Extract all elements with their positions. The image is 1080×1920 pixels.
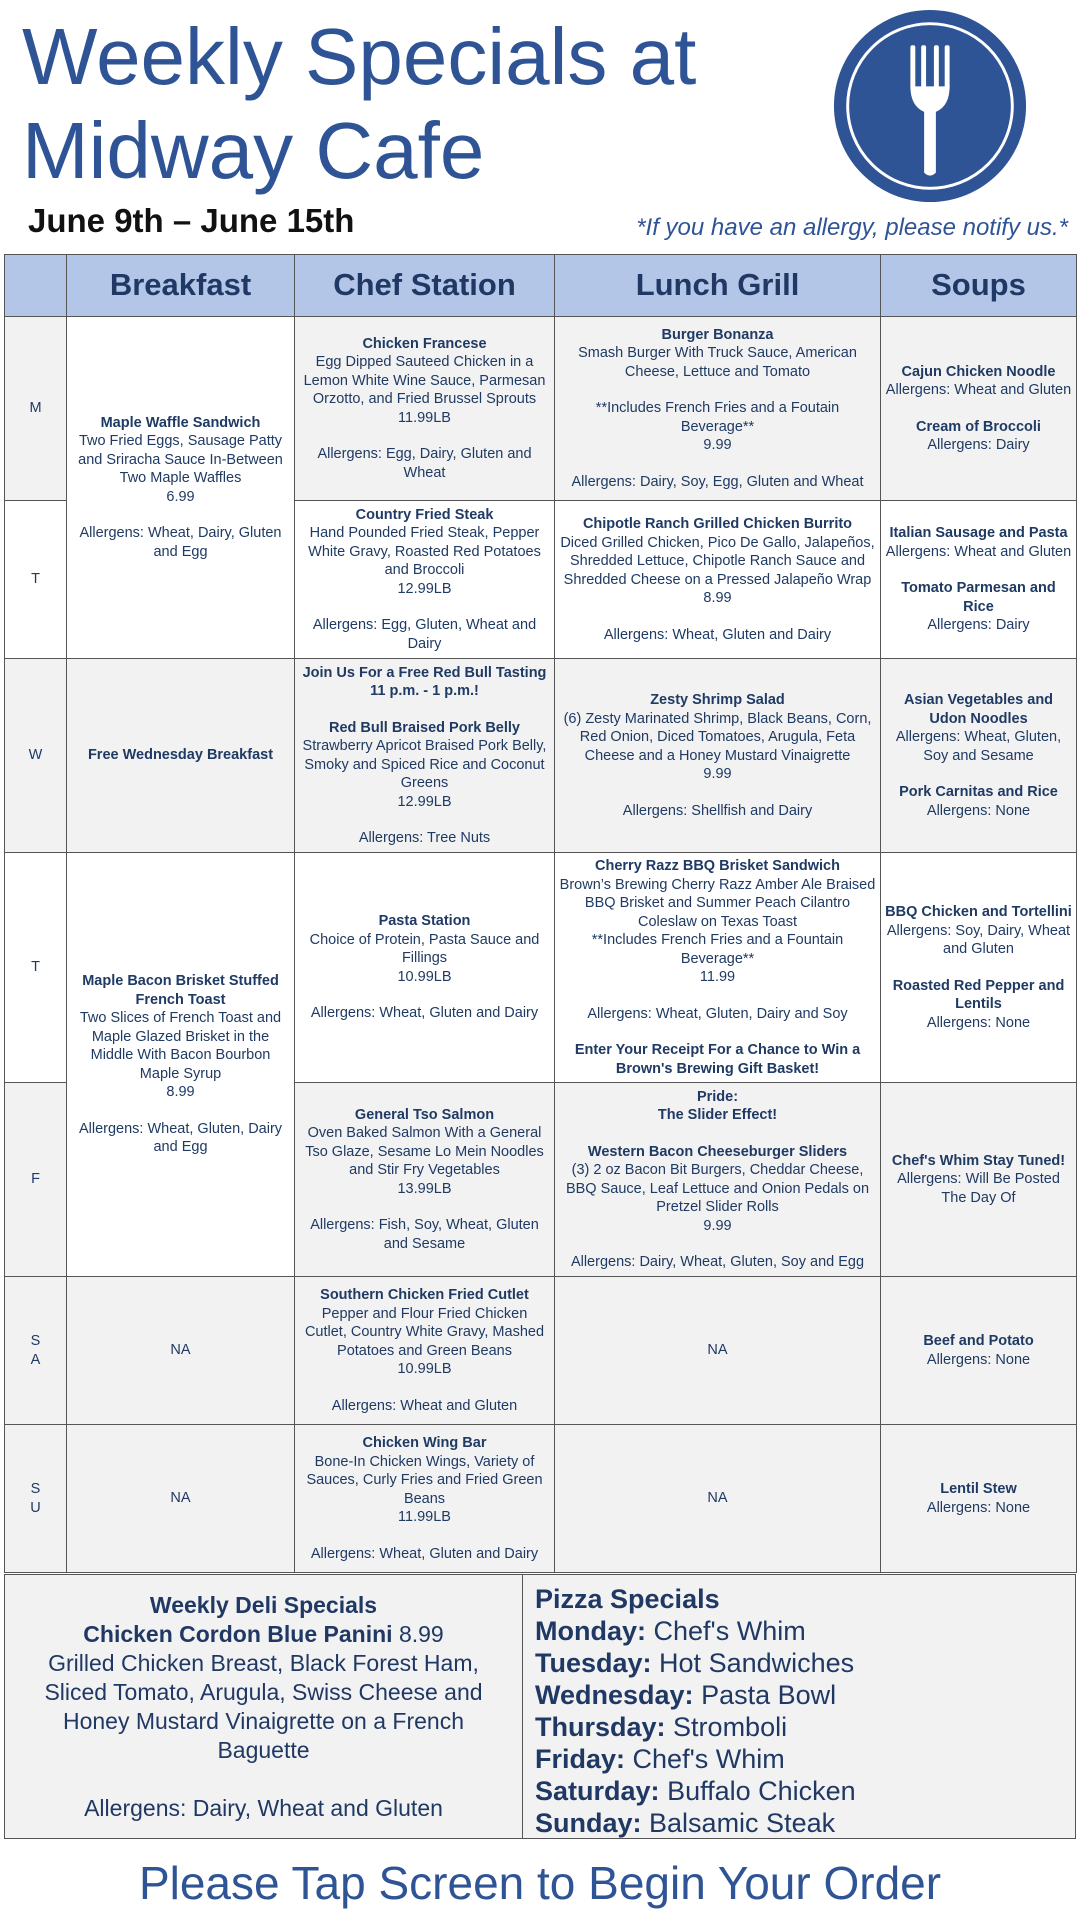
item-price: 12.99LB [397, 793, 452, 810]
col-soups: Soups [881, 255, 1077, 317]
lunch-thursday [555, 853, 881, 1083]
spacer [299, 1527, 550, 1545]
pizza-specials [535, 1583, 856, 1839]
pizza-day-name: Tuesday: [535, 1648, 652, 1678]
soups-tuesday [881, 501, 1077, 659]
item-description: Egg Dipped Sauteed Chicken in a Lemon White Wine Sauce, Parmesan Orzotto, and Fried Brussel Sprouts [303, 354, 546, 408]
item-name: Pasta Station [378, 913, 471, 930]
deli-allergens: Allergens: Dairy, Wheat and Gluten [84, 1795, 443, 1821]
deli-heading: Weekly Deli Specials [149, 1592, 378, 1618]
pizza-day-item: Buffalo Chicken [667, 1776, 856, 1806]
pizza-day-row [535, 1711, 856, 1743]
item-name: Enter Your Receipt For a Chance to Win a Brown's Brewing Gift Basket! [574, 1042, 861, 1077]
spacer [559, 1235, 876, 1253]
pizza-day-row [535, 1615, 856, 1647]
breakfast-monday-tuesday [67, 317, 295, 659]
deli-item-line [5, 1620, 522, 1649]
allergen-text: Allergens: Wheat, Gluten, Dairy and Egg [78, 1120, 283, 1156]
item-name: Free Wednesday Breakfast [87, 747, 274, 764]
item-name: Cherry Razz BBQ Brisket Sandwich [595, 858, 840, 874]
allergen-text: Allergens: Dairy, Wheat, Gluten, Soy and Egg [570, 1254, 865, 1270]
breakfast-wednesday [67, 659, 295, 853]
item-price: 11.99LB [398, 1509, 451, 1525]
pizza-day-name: Monday: [535, 1616, 646, 1646]
spacer [885, 400, 1072, 418]
pizza-day-item: Hot Sandwiches [659, 1648, 855, 1678]
item-name: BBQ Chicken and Tortellini [885, 904, 1072, 920]
breakfast-saturday: NA [67, 1277, 295, 1425]
lunch-wednesday [555, 659, 881, 853]
fork-icon [832, 8, 1028, 204]
spacer [559, 784, 876, 802]
chef-tuesday [295, 501, 555, 659]
pizza-day-item: Pasta Bowl [701, 1680, 837, 1710]
item-price: 10.99LB [397, 968, 452, 985]
item-name: Roasted Red Pepper and Lentils [892, 977, 1065, 1012]
item-description: **Includes French Fries and a Fountain Beverage** [591, 932, 844, 967]
deli-item-price: 8.99 [398, 1621, 444, 1647]
pizza-day-name: Friday: [535, 1744, 626, 1774]
item-description: Two Slices of French Toast and Maple Glazed Brisket in the Middle With Bacon Bourbon Maple Syrup [79, 1010, 282, 1082]
item-name: Maple Bacon Brisket Stuffed French Toast [82, 973, 279, 1008]
allergen-text: Allergens: Shellfish and Dairy [622, 802, 813, 819]
deli-description: Grilled Chicken Breast, Black Forest Ham, Sliced Tomato, Arugula, Swiss Cheese and Honey Mustard Vinaigrette on a French Baguette [44, 1650, 483, 1763]
item-description: Diced Grilled Chicken, Pico De Gallo, Jalapeños, Shredded Lettuce, Chipotle Ranch Sauce and Shredded Cheese on a Pressed Jalapeño Wrap [560, 534, 875, 588]
weekly-menu-table [4, 254, 1077, 1573]
allergen-text: Allergens: Dairy, Soy, Egg, Gluten and Wheat [571, 473, 864, 490]
item-price: 9.99 [703, 766, 732, 782]
item-price: 8.99 [703, 590, 732, 606]
lunch-friday [555, 1083, 881, 1277]
allergen-text: Allergens: Egg, Dairy, Gluten and Wheat [317, 446, 532, 481]
allergen-text: Allergens: None [926, 1014, 1031, 1031]
spacer [559, 1125, 876, 1143]
spacer [299, 598, 550, 616]
item-name: Chef's Whim Stay Tuned! [891, 1152, 1066, 1169]
spacer [71, 506, 290, 524]
item-name: Chipotle Ranch Grilled Chicken Burrito [582, 516, 853, 532]
row-saturday [5, 1277, 1077, 1425]
spacer [299, 811, 550, 829]
pizza-day-list [535, 1615, 856, 1839]
allergen-text: Allergens: Fish, Soy, Wheat, Gluten and Sesame [310, 1217, 539, 1252]
spacer [559, 987, 876, 1005]
spacer [299, 427, 550, 445]
day-label-monday: M [5, 317, 67, 501]
item-description: Two Fried Eggs, Sausage Patty and Sriracha Sauce In-Between Two Maple Waffles [78, 433, 283, 487]
lunch-sunday: NA [555, 1425, 881, 1573]
item-price: 9.99 [703, 1217, 732, 1234]
pizza-day-name: Wednesday: [535, 1680, 694, 1710]
tap-to-order-message[interactable]: Please Tap Screen to Begin Your Order [138, 1857, 942, 1909]
item-price: 9.99 [703, 437, 732, 454]
lunch-tuesday [555, 501, 881, 659]
allergen-text: Allergens: Dairy [927, 617, 1030, 634]
item-description: Brown’s Brewing Cherry Razz Amber Ale Braised BBQ Brisket and Summer Peach Cilantro Coleslaw on Texas Toast [559, 876, 876, 930]
row-monday [5, 317, 1077, 501]
item-name: Join Us For a Free Red Bull Tasting 11 p.m. - 1 p.m.! [302, 664, 547, 699]
spacer [559, 381, 876, 399]
allergen-text: Allergens: Wheat, Gluten, Dairy and Soy [587, 1005, 848, 1022]
allergen-text: Allergens: Tree Nuts [358, 830, 491, 846]
item-description: (3) 2 oz Bacon Bit Burgers, Cheddar Cheese, BBQ Sauce, Leaf Lettuce and Onion Pedals on Pretzel Slider Rolls [565, 1162, 870, 1215]
row-thursday [5, 853, 1077, 1083]
day-label-friday: F [5, 1083, 67, 1277]
deli-specials [5, 1575, 523, 1838]
allergen-text: Allergens: None [926, 802, 1031, 819]
allergen-text: Allergens: Will Be Posted The Day Of [897, 1171, 1060, 1206]
item-name: Country Fried Steak [355, 506, 494, 523]
spacer [299, 701, 550, 719]
chef-friday [295, 1083, 555, 1277]
item-price: 11.99LB [398, 409, 451, 426]
col-chef-station: Chef Station [295, 255, 555, 317]
spacer [299, 1379, 550, 1397]
pizza-heading: Pizza Specials [535, 1584, 720, 1614]
pizza-day-row [535, 1775, 856, 1807]
item-description: Hand Pounded Fried Steak, Pepper White Gravy, Roasted Red Potatoes and Broccoli [308, 525, 541, 579]
pizza-day-row [535, 1647, 856, 1679]
item-price: 12.99LB [397, 580, 452, 597]
day-label-sunday: S U [5, 1425, 67, 1573]
col-breakfast: Breakfast [67, 255, 295, 317]
breakfast-thursday-friday [67, 853, 295, 1277]
allergen-text: Allergens: Wheat, Gluten and Dairy [310, 1545, 539, 1562]
item-name: Western Bacon Cheeseburger Sliders [587, 1143, 848, 1160]
pizza-day-item: Stromboli [673, 1712, 788, 1742]
soups-monday [881, 317, 1077, 501]
allergen-text: Allergens: None [926, 1351, 1031, 1368]
allergen-text: Allergens: Wheat, Gluten and Dairy [603, 626, 832, 643]
spacer [559, 1023, 876, 1041]
allergen-text: Allergens: Wheat, Gluten and Dairy [310, 1005, 539, 1022]
chef-sunday [295, 1425, 555, 1573]
pizza-day-item: Chef's Whim [632, 1744, 785, 1774]
item-description: Pepper and Flour Fried Chicken Cutlet, Country White Gravy, Mashed Potatoes and Green Beans [304, 1305, 545, 1359]
item-name: Chicken Francese [362, 335, 487, 352]
allergen-text: Allergens: None [926, 1499, 1031, 1516]
item-name: Pork Carnitas and Rice [899, 784, 1058, 800]
pizza-day-row [535, 1679, 856, 1711]
chef-wednesday [295, 659, 555, 853]
chef-thursday [295, 853, 555, 1083]
soups-sunday [881, 1425, 1077, 1573]
lunch-saturday: NA [555, 1277, 881, 1425]
row-sunday [5, 1425, 1077, 1573]
header-row [5, 255, 1077, 317]
item-description: Bone-In Chicken Wings, Variety of Sauces, Curly Fries and Fried Green Beans [306, 1453, 543, 1507]
breakfast-sunday: NA [67, 1425, 295, 1573]
pizza-day-name: Saturday: [535, 1776, 660, 1806]
item-name: Cream of Broccoli [916, 418, 1041, 435]
item-name: Pride: [696, 1088, 739, 1105]
item-name: Asian Vegetables and Udon Noodles [903, 692, 1054, 727]
allergen-text: Allergens: Wheat, Dairy, Gluten and Egg [79, 525, 282, 560]
lunch-monday [555, 317, 881, 501]
soups-saturday [881, 1277, 1077, 1425]
day-label-saturday: S A [5, 1277, 67, 1425]
item-price: 10.99LB [397, 1361, 452, 1377]
item-price: 8.99 [166, 1084, 195, 1101]
item-price: 13.99LB [397, 1180, 452, 1197]
chef-saturday [295, 1277, 555, 1425]
item-price: 11.99 [699, 969, 736, 985]
item-name: Italian Sausage and Pasta [889, 525, 1068, 542]
item-name: Chicken Wing Bar [362, 1435, 487, 1451]
date-range: June 9th – June 15th [28, 202, 355, 239]
allergen-text: Allergens: Wheat and Gluten [885, 543, 1072, 560]
allergen-text: Allergens: Wheat, Gluten, Soy and Sesame [895, 729, 1062, 764]
item-description: **Includes French Fries and a Foutain Beverage** [595, 400, 840, 435]
allergen-text: Allergens: Egg, Gluten, Wheat and Dairy [312, 617, 537, 652]
day-label-tuesday: T [5, 501, 67, 659]
spacer [299, 1198, 550, 1216]
soups-wednesday [881, 659, 1077, 853]
soups-thursday [881, 853, 1077, 1083]
pizza-day-item: Balsamic Steak [649, 1808, 836, 1838]
pizza-day-name: Sunday: [535, 1808, 642, 1838]
item-name: Maple Waffle Sandwich [100, 414, 261, 431]
item-name: Beef and Potato [923, 1333, 1034, 1349]
soups-friday [881, 1083, 1077, 1277]
item-name: Southern Chicken Fried Cutlet [320, 1287, 529, 1303]
spacer [885, 561, 1072, 579]
item-name: The Slider Effect! [657, 1107, 778, 1123]
pizza-day-row [535, 1743, 856, 1775]
spacer [299, 986, 550, 1004]
item-description: (6) Zesty Marinated Shrimp, Black Beans, Corn, Red Onion, Diced Tomatoes, Arugula, Feta Cheese and a Honey Mustard Vinaigrette [563, 710, 872, 764]
item-name: Cajun Chicken Noodle [901, 363, 1056, 380]
item-description: Smash Burger With Truck Sauce, American Cheese, Lettuce and Tomato [578, 345, 857, 380]
allergen-text: Allergens: Soy, Dairy, Wheat and Gluten [886, 922, 1071, 957]
allergen-text: Allergens: Dairy [927, 437, 1030, 453]
specials-panel [4, 1574, 1076, 1839]
page-title: Weekly Specials at Midway Cafe [22, 12, 697, 195]
day-label-thursday: T [5, 853, 67, 1083]
pizza-day-item: Chef's Whim [653, 1616, 806, 1646]
spacer [71, 1102, 290, 1120]
item-price: 6.99 [166, 488, 195, 505]
item-name: Burger Bonanza [661, 326, 774, 343]
col-lunch-grill: Lunch Grill [555, 255, 881, 317]
spacer [559, 608, 876, 626]
allergen-text: Allergens: Wheat and Gluten [331, 1397, 518, 1414]
item-name: Red Bull Braised Pork Belly [329, 719, 520, 736]
row-wednesday [5, 659, 1077, 853]
pizza-day-name: Thursday: [535, 1712, 666, 1742]
allergy-note: *If you have an allergy, please notify us.* [636, 214, 1068, 241]
deli-item-name: Chicken Cordon Blue Panini [83, 1621, 393, 1647]
allergen-text: Allergens: Wheat and Gluten [885, 382, 1072, 398]
item-name: Lentil Stew [940, 1481, 1017, 1497]
chef-monday [295, 317, 555, 501]
item-name: Zesty Shrimp Salad [650, 692, 785, 708]
spacer [559, 455, 876, 473]
item-name: Tomato Parmesan and Rice [901, 580, 1056, 615]
spacer [885, 765, 1072, 783]
item-description: Oven Baked Salmon With a General Tso Glaze, Sesame Lo Mein Noodles and Stir Fry Vegetables [305, 1125, 544, 1179]
pizza-day-row [535, 1807, 856, 1839]
item-description: Choice of Protein, Pasta Sauce and Fillings [309, 931, 540, 967]
day-label-wednesday: W [5, 659, 67, 853]
corner-cell [5, 255, 67, 317]
spacer [885, 959, 1072, 977]
item-name: General Tso Salmon [354, 1106, 495, 1123]
item-description: Strawberry Apricot Braised Pork Belly, Smoky and Spiced Rice and Coconut Greens [302, 738, 547, 791]
